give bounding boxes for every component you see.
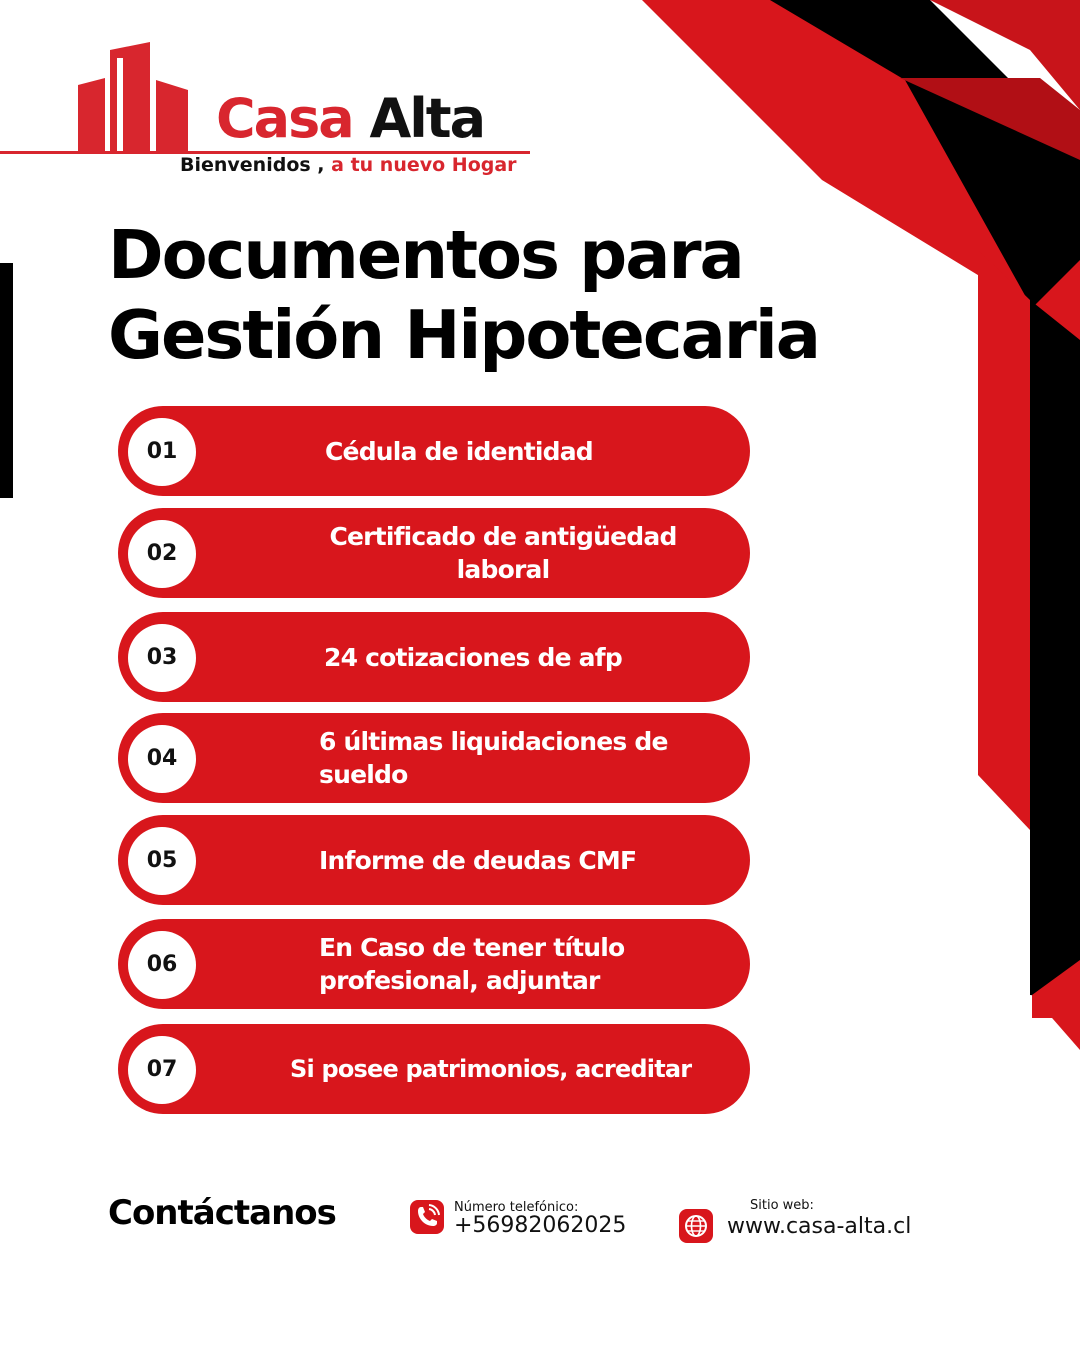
- phone-number-link[interactable]: +56982062025: [454, 1213, 627, 1238]
- phone-label: Número telefónico:: [454, 1200, 579, 1215]
- item-text: Informe de deudas CMF: [319, 845, 637, 875]
- item-number: 03: [128, 624, 196, 692]
- brand-name-part2: Alta: [369, 87, 485, 150]
- brand-logo: [0, 40, 560, 190]
- brand-tagline: [180, 154, 517, 176]
- list-item: [118, 713, 750, 803]
- globe-icon: [679, 1209, 713, 1243]
- item-number: 06: [128, 931, 196, 999]
- item-text: En Caso de tener título profesional, adjuntar: [319, 933, 625, 995]
- brand-tagline-part1: Bienvenidos ,: [180, 154, 325, 176]
- page-title: [108, 215, 819, 375]
- list-item: [118, 1024, 750, 1114]
- item-number: 02: [128, 520, 196, 588]
- item-text: Si posee patrimonios, acreditar: [290, 1054, 692, 1083]
- list-item: [118, 612, 750, 702]
- item-text: Cédula de identidad: [325, 436, 593, 466]
- item-number: 04: [128, 725, 196, 793]
- website-label: Sitio web:: [750, 1198, 814, 1213]
- list-item: [118, 815, 750, 905]
- brand-tagline-part2: a tu nuevo Hogar: [331, 154, 517, 176]
- page-title-line2: Gestión Hipotecaria: [108, 296, 820, 374]
- item-text: 6 últimas liquidaciones de sueldo: [319, 727, 668, 789]
- brand-name: [216, 87, 485, 150]
- item-number: 01: [128, 418, 196, 486]
- page-title-line1: Documentos para: [108, 216, 743, 294]
- brand-name-part1: Casa: [216, 87, 353, 150]
- list-item: [118, 508, 750, 598]
- item-number: 05: [128, 827, 196, 895]
- item-text: 24 cotizaciones de afp: [324, 642, 622, 672]
- item-text: Certificado de antigüedad laboral: [329, 522, 677, 584]
- left-accent-bar: [0, 263, 13, 498]
- item-number: 07: [128, 1036, 196, 1104]
- list-item: [118, 406, 750, 496]
- contact-heading: Contáctanos: [108, 1193, 336, 1233]
- list-item: [118, 919, 750, 1009]
- website-link[interactable]: www.casa-alta.cl: [727, 1214, 912, 1239]
- phone-icon: [410, 1200, 444, 1234]
